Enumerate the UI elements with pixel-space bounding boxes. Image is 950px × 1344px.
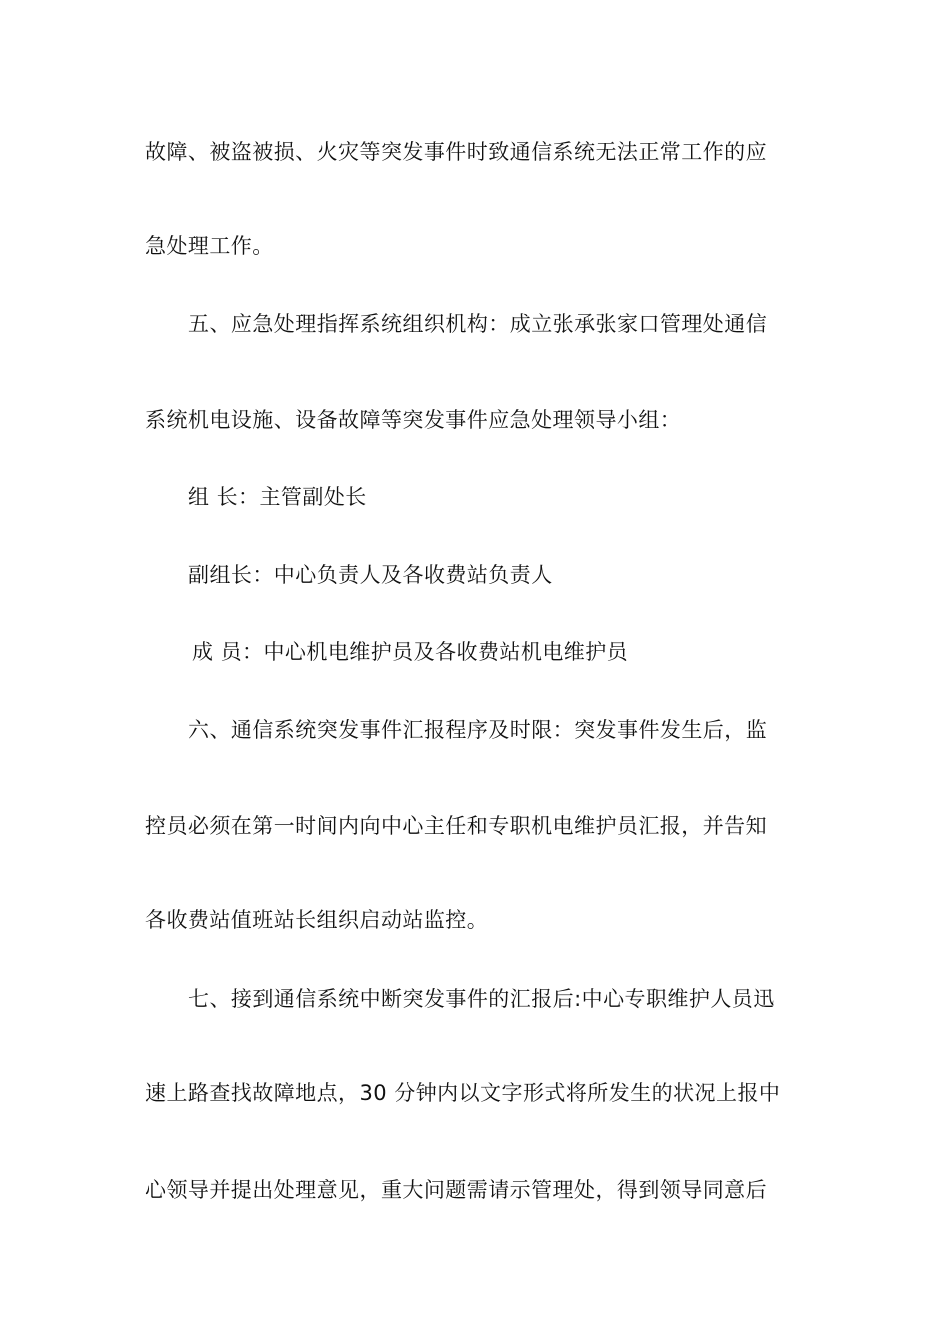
text-line-9: 控员必须在第一时间内向中心主任和专职机电维护员汇报，并告知: [145, 814, 768, 838]
section-7-heading-line: 七、接到通信系统中断突发事件的汇报后:中心专职维护人员迅: [188, 987, 775, 1011]
text-line-2: 急处理工作。: [145, 234, 274, 258]
text-line-1: 故障、被盗被损、火灾等突发事件时致通信系统无法正常工作的应: [145, 140, 768, 164]
text-line-13: 心领导并提出处理意见，重大问题需请示管理处，得到领导同意后: [145, 1178, 768, 1202]
group-leader-line: 组 长：主管副处长: [188, 485, 367, 509]
text-line-4: 系统机电设施、设备故障等突发事件应急处理领导小组：: [145, 408, 682, 432]
members-line: 成 员：中心机电维护员及各收费站机电维护员: [192, 640, 629, 664]
text-line-10: 各收费站值班站长组织启动站监控。: [145, 908, 489, 932]
deputy-leader-line: 副组长：中心负责人及各收费站负责人: [188, 563, 553, 587]
section-5-heading-line: 五、应急处理指挥系统组织机构：成立张承张家口管理处通信: [188, 312, 768, 336]
section-6-heading-line: 六、通信系统突发事件汇报程序及时限：突发事件发生后，监: [188, 718, 768, 742]
text-line-12: 速上路查找故障地点，30 分钟内以文字形式将所发生的状况上报中: [145, 1081, 781, 1105]
